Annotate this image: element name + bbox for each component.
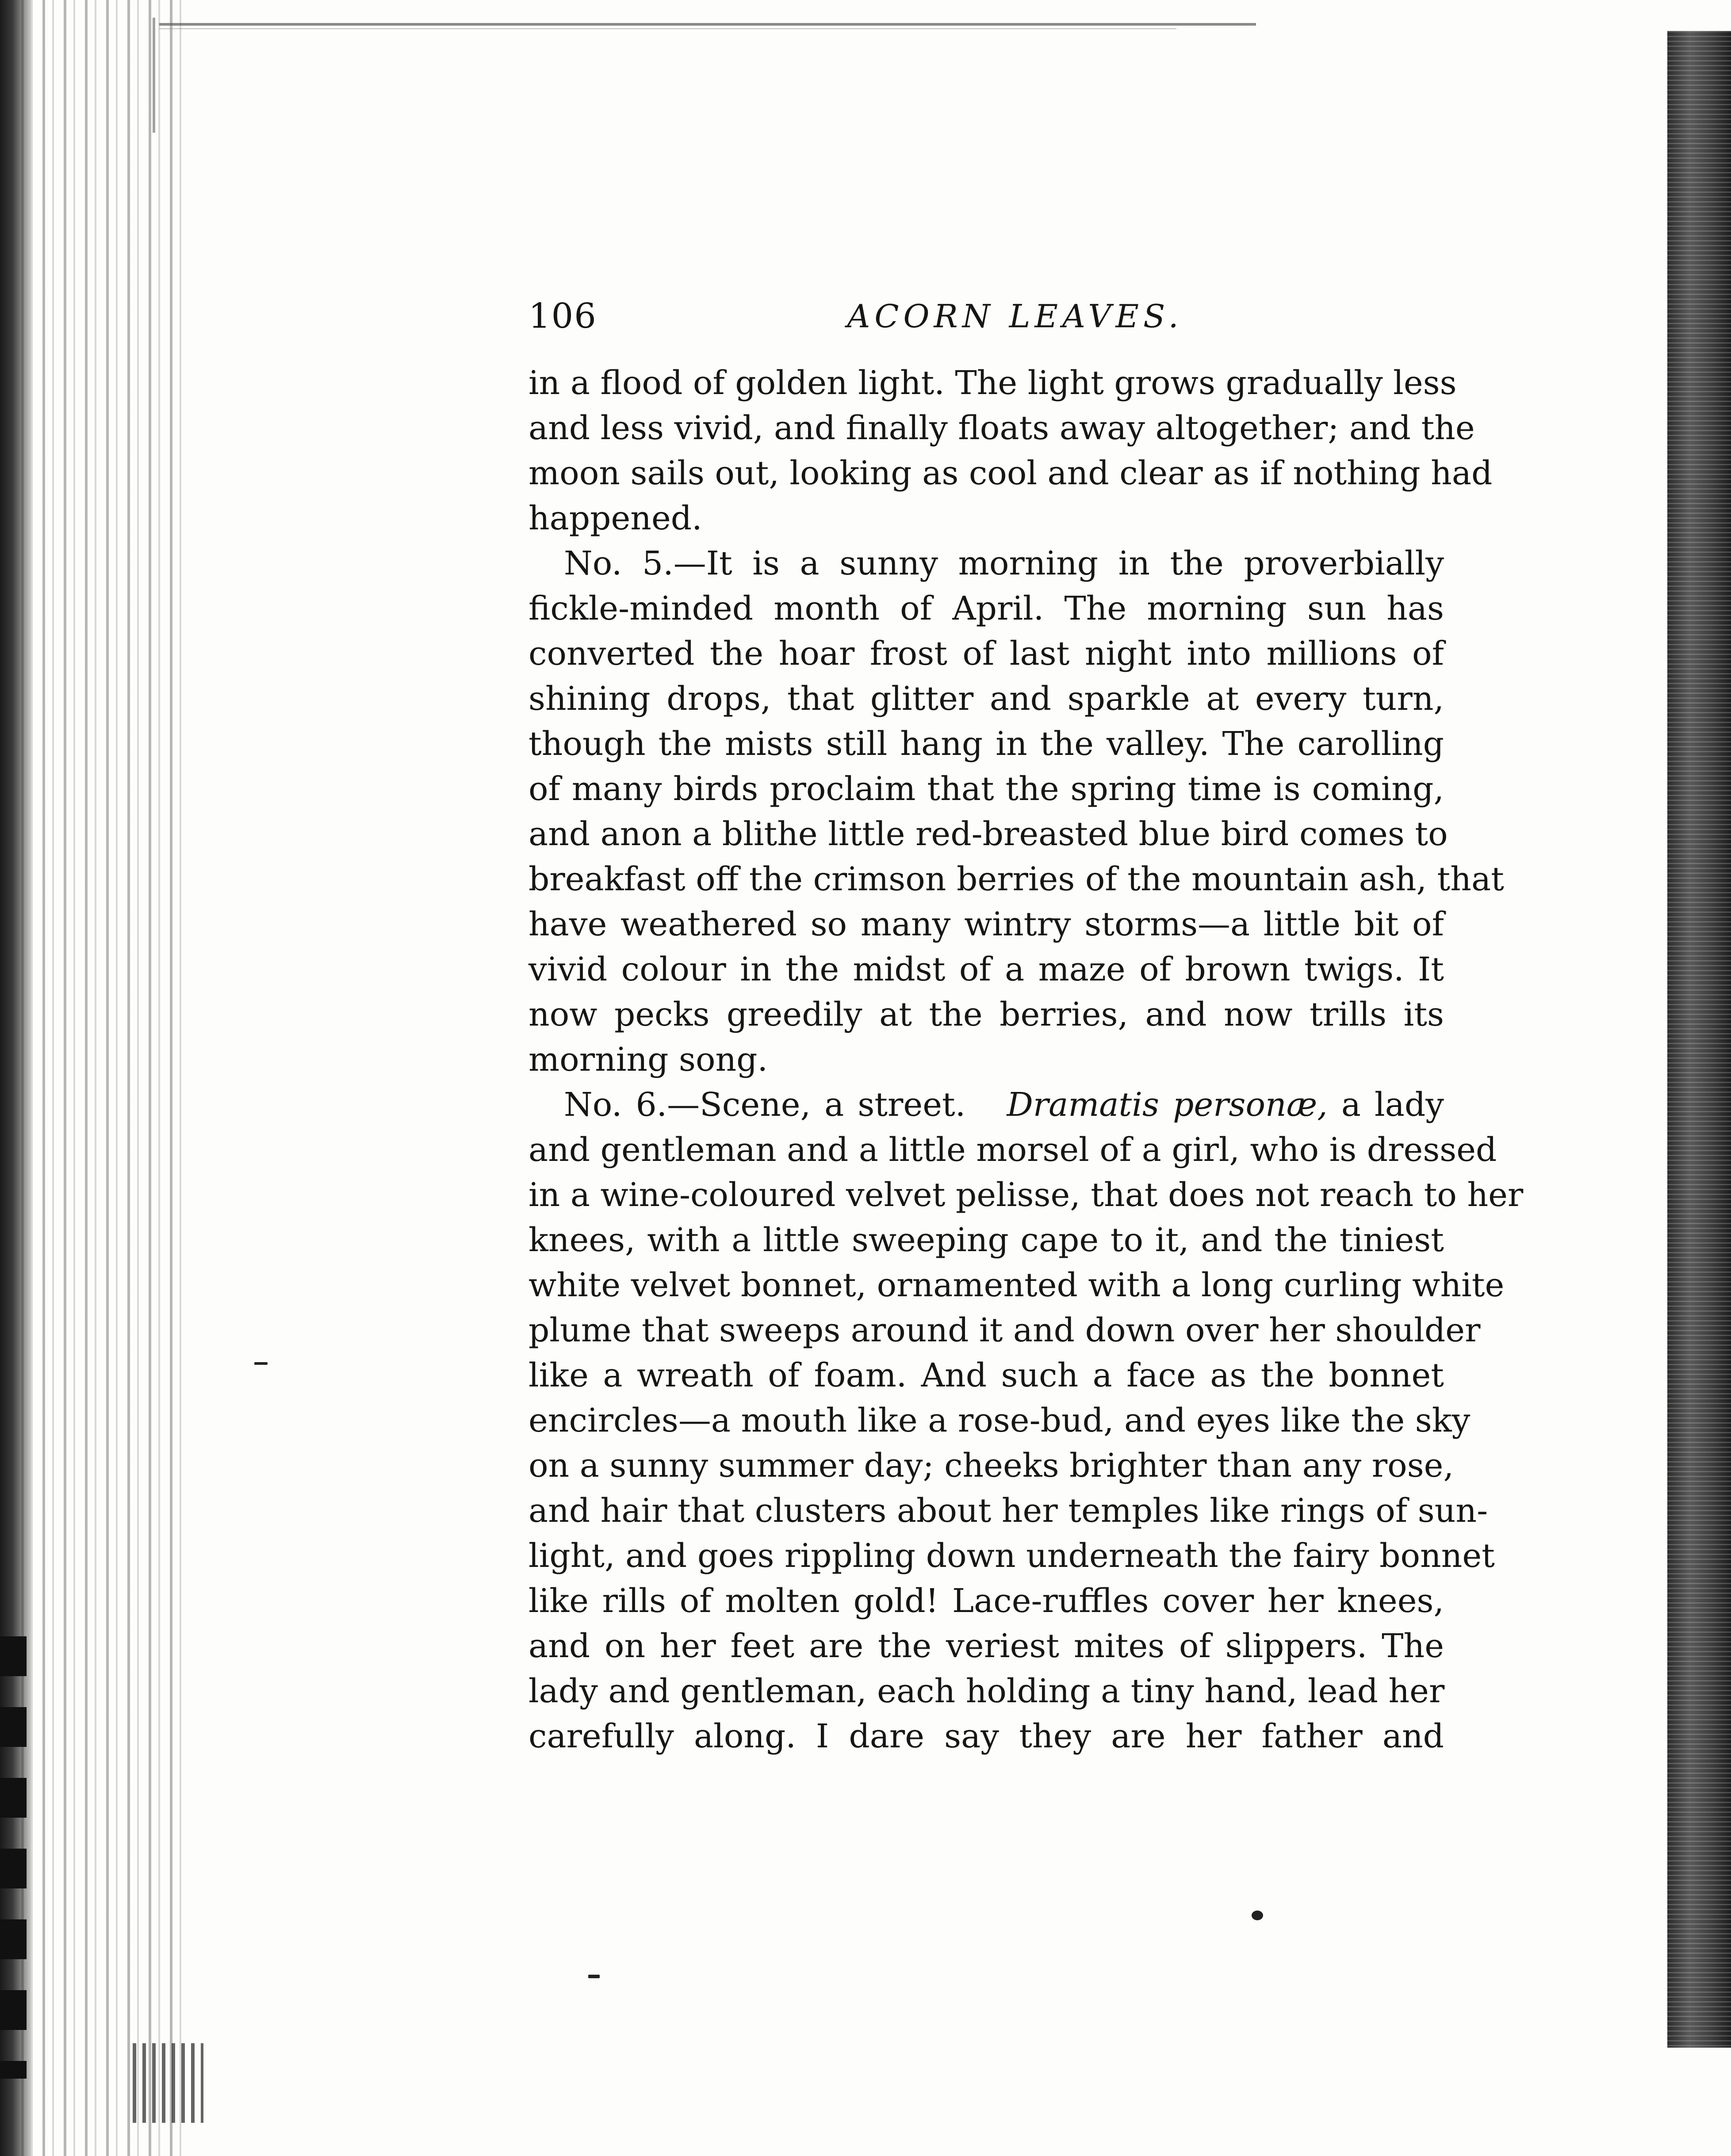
text-line: like rills of molten gold! Lace-ruffles cover her knees, — [528, 1582, 1444, 1620]
text-line: have weathered so many wintry storms—a little bit of — [528, 905, 1444, 943]
text-line: in a wine-coloured velvet pelisse, that does not reach to her — [528, 1176, 1524, 1214]
text-line: plume that sweeps around it and down over her shoulder — [528, 1311, 1481, 1349]
text-line: now pecks greedily at the berries, and now trills its — [528, 996, 1444, 1034]
ink-speck — [254, 1362, 268, 1365]
text-line: breakfast off the crimson berries of the mountain ash, that — [528, 860, 1504, 898]
body-text — [528, 360, 1524, 1759]
text-line: white velvet bonnet, ornamented with a long curling white — [528, 1266, 1505, 1304]
text-line: lady and gentleman, each holding a tiny hand, lead her — [528, 1672, 1445, 1710]
ink-speck — [588, 1975, 600, 1978]
text-line: and on her feet are the veriest mites of slippers. The — [528, 1627, 1444, 1665]
scan-right-edge — [1667, 31, 1731, 2048]
text-line: light, and goes rippling down underneath the fairy bonnet — [528, 1537, 1495, 1575]
text-line: No. 5.—It is a sunny morning in the proverbially — [564, 544, 1444, 582]
scan-corner-line — [153, 18, 155, 133]
text-line: knees, with a little sweeping cape to it, and the tiniest — [528, 1221, 1444, 1259]
page-header — [528, 292, 1444, 341]
scan-top-rule — [159, 23, 1256, 26]
dramatis-personae: Dramatis personæ, — [1007, 1086, 1328, 1124]
running-head: ACORN LEAVES. — [847, 298, 1183, 335]
text-line: carefully along. I dare say they are her father and — [528, 1717, 1444, 1755]
text-line: converted the hoar frost of last night into millions of — [528, 635, 1444, 673]
scan-bottom-mark — [133, 2043, 203, 2123]
text-line: though the mists still hang in the valley. The carolling — [528, 725, 1444, 763]
text-fragment: No. 6.—Scene, a street. — [564, 1086, 966, 1124]
text-fragment: a lady — [1341, 1086, 1444, 1124]
text-line: fickle-minded month of April. The morning sun has — [528, 590, 1444, 628]
text-line: and less vivid, and finally floats away altogether; and the — [528, 409, 1475, 447]
text-line: encircles—a mouth like a rose-bud, and eyes like the sky — [528, 1402, 1471, 1440]
text-line: happened. — [528, 499, 702, 537]
text-line: and hair that clusters about her temples like rings of sun- — [528, 1492, 1488, 1530]
text-line — [528, 1082, 1444, 1127]
page-number: 106 — [528, 296, 597, 336]
text-line: in a flood of golden light. The light grows gradually less — [528, 364, 1457, 402]
text-line: morning song. — [528, 1041, 768, 1079]
text-line: and gentleman and a little morsel of a girl, who is dressed — [528, 1131, 1497, 1169]
text-line: like a wreath of foam. And such a face as the bonnet — [528, 1356, 1444, 1394]
text-line: of many birds proclaim that the spring time is coming, — [528, 770, 1444, 808]
scan-top-rule-thin — [159, 28, 1176, 29]
ink-speck — [1252, 1911, 1263, 1920]
text-line: vivid colour in the midst of a maze of brown twigs. It — [528, 950, 1444, 988]
scan-left-marks — [0, 1636, 27, 2079]
text-line: shining drops, that glitter and sparkle at every turn, — [528, 680, 1444, 718]
text-line: and anon a blithe little red-breasted blue bird comes to — [528, 815, 1448, 853]
text-line: moon sails out, looking as cool and clear as if nothing had — [528, 454, 1493, 492]
text-line: on a sunny summer day; cheeks brighter than any rose, — [528, 1447, 1454, 1485]
